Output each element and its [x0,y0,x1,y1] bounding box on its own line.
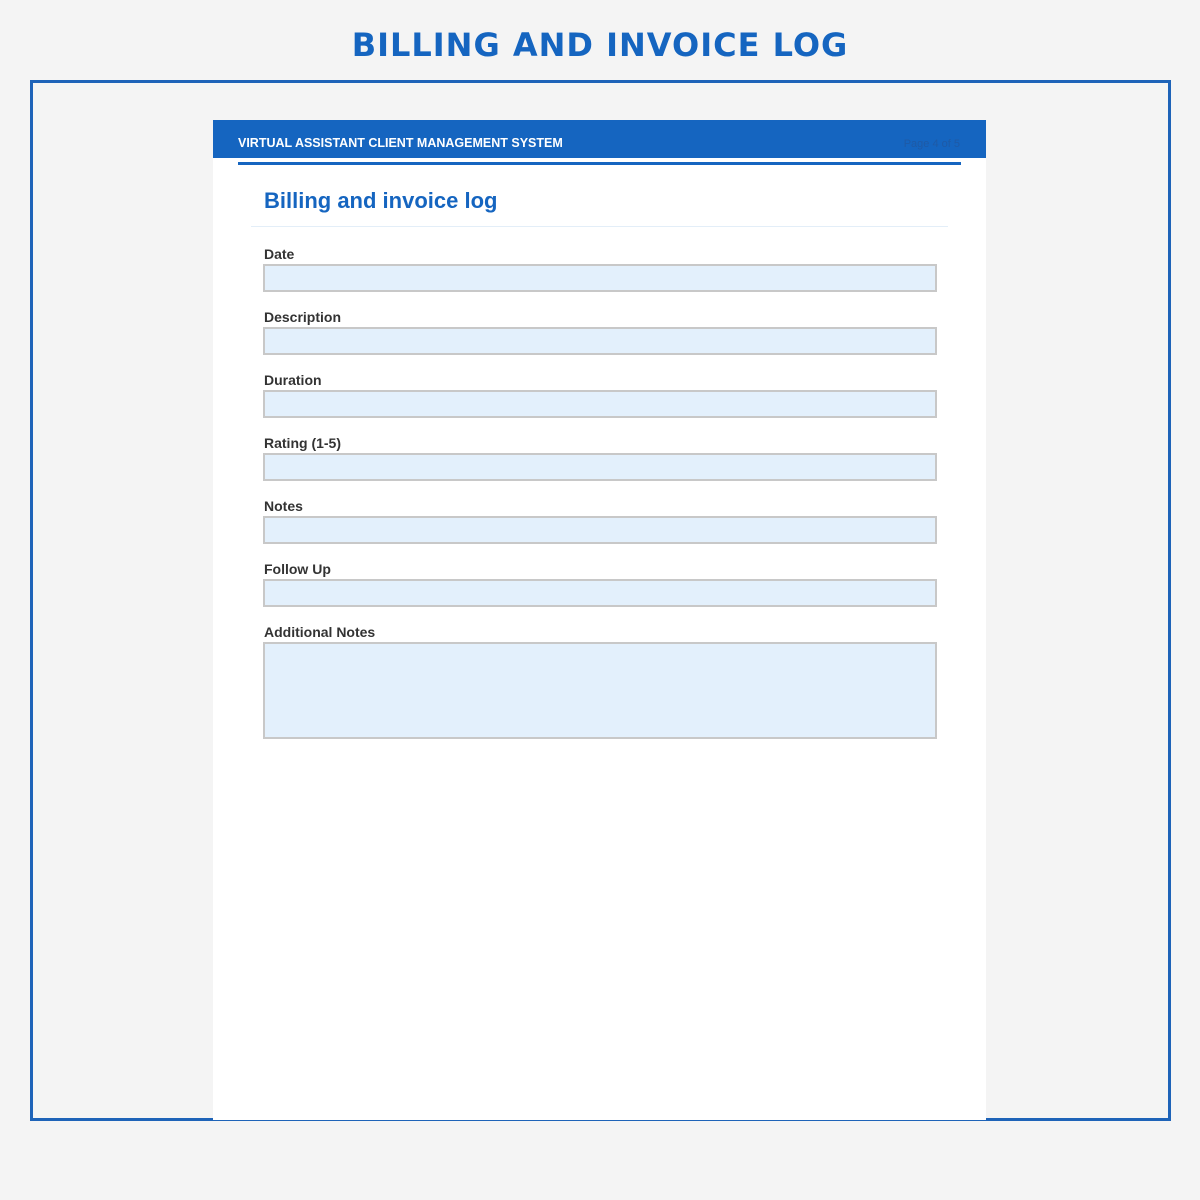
description-field[interactable] [263,327,937,355]
notes-field[interactable] [263,516,937,544]
page-title: BILLING AND INVOICE LOG [351,26,849,64]
notes-label: Notes [264,498,303,514]
header-title: VIRTUAL ASSISTANT CLIENT MANAGEMENT SYSTEM [238,136,563,150]
section-title: Billing and invoice log [264,188,498,213]
page-indicator: Page 4 of 5 [903,138,960,150]
follow-up-field[interactable] [263,579,937,607]
duration-field[interactable] [263,390,937,418]
page-header-bar [213,120,986,158]
date-label: Date [264,246,295,262]
rating-field[interactable] [263,453,937,481]
follow-up-label: Follow Up [264,561,331,577]
description-label: Description [264,309,342,325]
date-field[interactable] [263,264,937,292]
document-page [213,120,986,1120]
header-divider [238,162,961,165]
duration-label: Duration [264,372,322,388]
additional-notes-label: Additional Notes [264,624,376,640]
additional-notes-field[interactable] [263,642,937,739]
section-divider [251,226,948,227]
rating-label: Rating (1-5) [264,435,341,451]
